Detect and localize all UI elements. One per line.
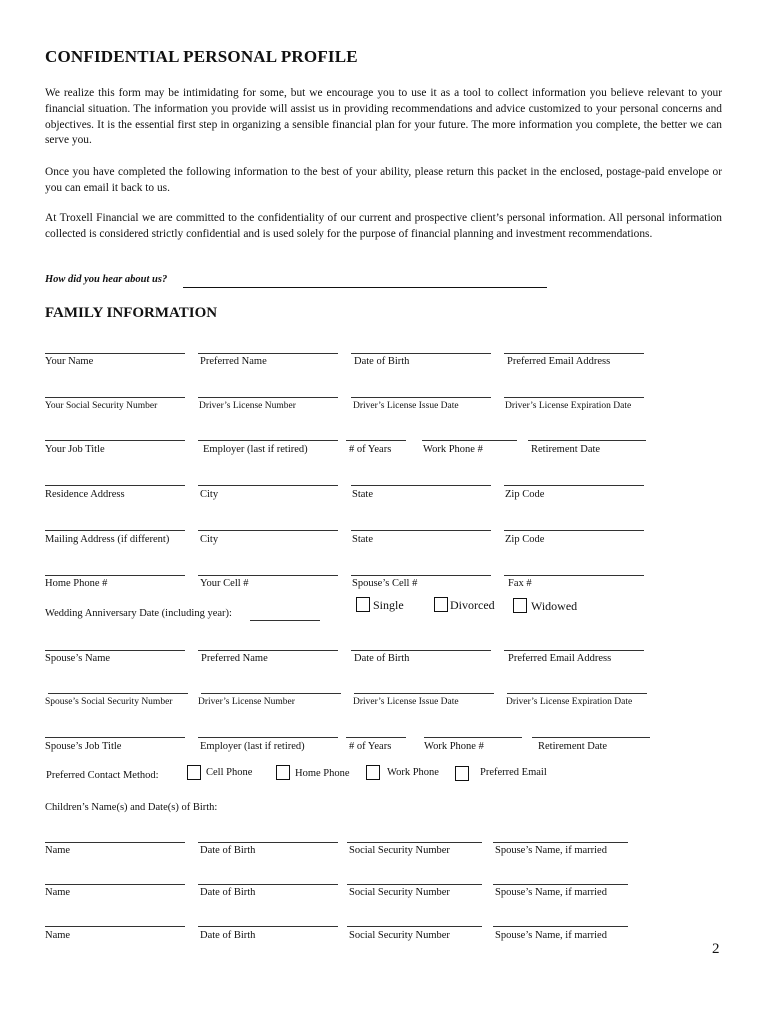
- referral-answer-line[interactable]: [183, 287, 547, 288]
- field-label: Driver’s License Issue Date: [353, 697, 459, 707]
- residence-address-field[interactable]: [45, 485, 185, 486]
- field-label: City: [200, 489, 219, 500]
- field-label: Your Job Title: [45, 444, 105, 455]
- field-label: Date of Birth: [200, 845, 256, 856]
- field-label: Employer (last if retired): [203, 444, 308, 455]
- field-label: Social Security Number: [349, 887, 450, 898]
- field-label: Name: [45, 845, 71, 856]
- field-label: Mailing Address (if different): [45, 534, 170, 545]
- field-label: Social Security Number: [349, 930, 450, 941]
- spouse-license-issue-field[interactable]: [354, 693, 494, 694]
- single-checkbox[interactable]: [356, 597, 370, 612]
- work-phone-checkbox[interactable]: [366, 765, 380, 780]
- field-label: Date of Birth: [200, 930, 256, 941]
- field-label: Zip Code: [505, 534, 545, 545]
- residence-city-field[interactable]: [198, 485, 338, 486]
- mailing-zip-field[interactable]: [504, 530, 644, 531]
- widowed-checkbox[interactable]: [513, 598, 527, 613]
- field-label: Preferred Email Address: [508, 653, 612, 664]
- checkbox-label: Preferred Email: [480, 767, 547, 778]
- child-ssn-field[interactable]: [347, 884, 482, 885]
- child-name-field[interactable]: [45, 842, 185, 843]
- contact-method-label: Preferred Contact Method:: [46, 770, 159, 781]
- intro-paragraph: We realize this form may be intimidating for some, but we encourage you to use it as a tool to collect information you believe relevant to your financial situation. The information you provide will assist us in providing recommendations and advice customized to your personal concerns and objectives. It is the essential first step in organizing a sensible financial plan for your future. The more information you complete, the better we can serve you.: [45, 87, 722, 147]
- spouse-employer-field[interactable]: [198, 737, 338, 738]
- child-ssn-field[interactable]: [347, 842, 482, 843]
- email-field[interactable]: [504, 353, 644, 354]
- field-label: Your Name: [45, 356, 94, 367]
- child-spouse-field[interactable]: [493, 842, 628, 843]
- mailing-address-field[interactable]: [45, 530, 185, 531]
- child-dob-field[interactable]: [198, 842, 338, 843]
- field-label: Spouse’s Name, if married: [495, 930, 607, 941]
- field-label: Driver’s License Issue Date: [353, 401, 459, 411]
- checkbox-label: Cell Phone: [206, 767, 253, 778]
- your-name-field[interactable]: [45, 353, 185, 354]
- wedding-anniversary-label: Wedding Anniversary Date (including year):: [45, 608, 232, 619]
- child-spouse-field[interactable]: [493, 884, 628, 885]
- wedding-anniversary-field[interactable]: [250, 620, 320, 621]
- child-ssn-field[interactable]: [347, 926, 482, 927]
- form-title: CONFIDENTIAL PERSONAL PROFILE: [45, 47, 358, 66]
- field-label: Employer (last if retired): [200, 741, 305, 752]
- field-label: Fax #: [508, 578, 532, 589]
- job-title-field[interactable]: [45, 440, 185, 441]
- children-label: Children’s Name(s) and Date(s) of Birth:: [45, 802, 218, 813]
- spouse-retirement-date-field[interactable]: [532, 737, 650, 738]
- child-dob-field[interactable]: [198, 926, 338, 927]
- field-label: Spouse’s Name, if married: [495, 887, 607, 898]
- home-phone-checkbox[interactable]: [276, 765, 290, 780]
- checkbox-label: Work Phone: [387, 767, 439, 778]
- field-label: Driver’s License Number: [198, 697, 295, 707]
- field-label: City: [200, 534, 219, 545]
- section-heading-family: FAMILY INFORMATION: [45, 305, 218, 321]
- spouse-years-field[interactable]: [346, 737, 406, 738]
- spouse-preferred-name-field[interactable]: [198, 650, 338, 651]
- field-label: Name: [45, 887, 71, 898]
- spouse-ssn-field[interactable]: [48, 693, 188, 694]
- license-issue-date-field[interactable]: [351, 397, 491, 398]
- retirement-date-field[interactable]: [528, 440, 646, 441]
- spouse-license-expiration-field[interactable]: [507, 693, 647, 694]
- spouse-license-number-field[interactable]: [201, 693, 341, 694]
- field-label: Spouse’s Name: [45, 653, 111, 664]
- field-label: State: [352, 489, 373, 500]
- field-label: State: [352, 534, 373, 545]
- work-phone-field[interactable]: [422, 440, 517, 441]
- license-expiration-field[interactable]: [504, 397, 644, 398]
- child-name-field[interactable]: [45, 884, 185, 885]
- field-label: Driver’s License Expiration Date: [506, 697, 633, 707]
- spouse-email-field[interactable]: [504, 650, 644, 651]
- field-label: Social Security Number: [349, 845, 450, 856]
- child-spouse-field[interactable]: [493, 926, 628, 927]
- mailing-state-field[interactable]: [351, 530, 491, 531]
- field-label: Driver’s License Expiration Date: [505, 401, 632, 411]
- field-label: Date of Birth: [200, 887, 256, 898]
- spouse-cell-field[interactable]: [351, 575, 491, 576]
- ssn-field[interactable]: [45, 397, 185, 398]
- field-label: # of Years: [349, 741, 392, 752]
- field-label: Preferred Name: [200, 356, 267, 367]
- checkbox-label: Single: [373, 598, 404, 612]
- field-label: Retirement Date: [531, 444, 601, 455]
- license-number-field[interactable]: [198, 397, 338, 398]
- field-label: Spouse’s Name, if married: [495, 845, 607, 856]
- spouse-dob-field[interactable]: [351, 650, 491, 651]
- confidentiality-paragraph: At Troxell Financial we are committed to the confidentiality of our current and prospective client’s personal information. All personal information collected is considered strictly confidential and is used solely for the purpose of financial planning and investment recommendations.: [45, 212, 722, 240]
- fax-field[interactable]: [504, 575, 644, 576]
- referral-question: How did you hear about us?: [45, 274, 168, 285]
- field-label: Name: [45, 930, 71, 941]
- preferred-name-field[interactable]: [198, 353, 338, 354]
- page-number: 2: [712, 941, 720, 957]
- field-label: Date of Birth: [354, 653, 410, 664]
- return-paragraph: Once you have completed the following information to the best of your ability, please return this packet in the enclosed, postage-paid envelope or you can email it back to us.: [45, 166, 722, 194]
- spouse-work-phone-field[interactable]: [424, 737, 522, 738]
- residence-state-field[interactable]: [351, 485, 491, 486]
- child-dob-field[interactable]: [198, 884, 338, 885]
- mailing-city-field[interactable]: [198, 530, 338, 531]
- field-label: Retirement Date: [538, 741, 608, 752]
- field-label: Driver’s License Number: [199, 401, 296, 411]
- field-label: Work Phone #: [423, 444, 483, 455]
- field-label: Preferred Email Address: [507, 356, 611, 367]
- divorced-checkbox[interactable]: [434, 597, 448, 612]
- spouse-name-field[interactable]: [45, 650, 185, 651]
- field-label: # of Years: [349, 444, 392, 455]
- checkbox-label: Widowed: [531, 599, 578, 613]
- checkbox-label: Divorced: [450, 598, 495, 612]
- home-phone-field[interactable]: [45, 575, 185, 576]
- field-label: Zip Code: [505, 489, 545, 500]
- field-label: Spouse’s Job Title: [45, 741, 122, 752]
- employer-field[interactable]: [198, 440, 338, 441]
- field-label: Preferred Name: [201, 653, 268, 664]
- field-label: Spouse’s Cell #: [352, 578, 418, 589]
- field-label: Your Cell #: [200, 578, 249, 589]
- field-label: Spouse’s Social Security Number: [45, 697, 173, 707]
- child-name-field[interactable]: [45, 926, 185, 927]
- date-of-birth-field[interactable]: [351, 353, 491, 354]
- field-label: Work Phone #: [424, 741, 484, 752]
- years-field[interactable]: [346, 440, 406, 441]
- field-label: Residence Address: [45, 489, 125, 500]
- preferred-email-checkbox[interactable]: [455, 766, 469, 781]
- cell-phone-checkbox[interactable]: [187, 765, 201, 780]
- residence-zip-field[interactable]: [504, 485, 644, 486]
- checkbox-label: Home Phone: [295, 768, 350, 779]
- field-label: Date of Birth: [354, 356, 410, 367]
- field-label: Home Phone #: [45, 578, 108, 589]
- cell-field[interactable]: [198, 575, 338, 576]
- spouse-job-title-field[interactable]: [45, 737, 185, 738]
- field-label: Your Social Security Number: [45, 401, 158, 411]
